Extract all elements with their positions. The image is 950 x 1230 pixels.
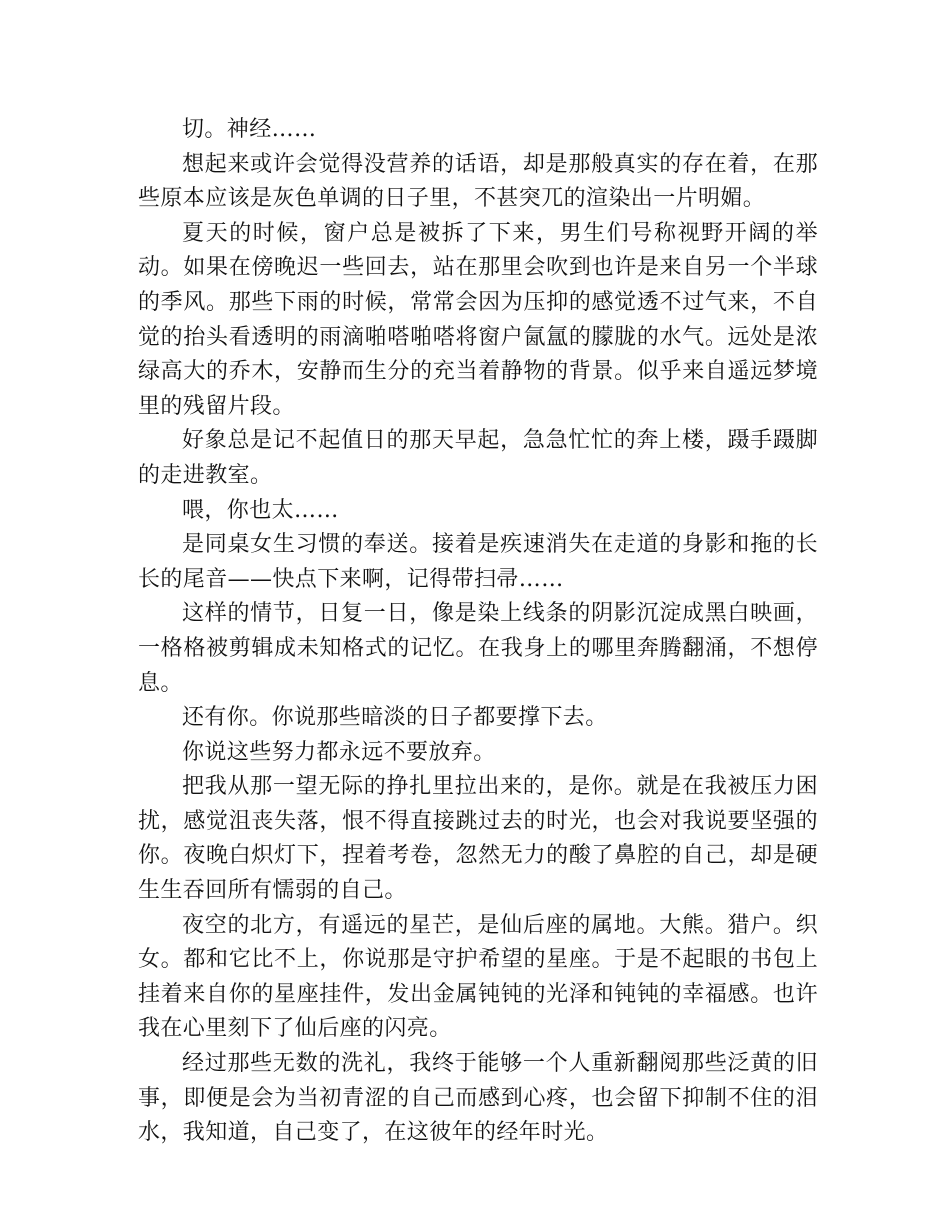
paragraph-1: 切。神经…… — [182, 117, 317, 142]
paragraph-3: 夏天的时候，窗户总是被拆了下来，男生们号称视野开阔的举动。如果在傍晚迟一些回去，站在那里会吹到也许是来自另一个半球的季风。那些下雨的时候，常常会因为压抑的感觉透不过气来，不自觉的抬头看透明的雨滴啪嗒啪嗒将窗户氤氲的朦胧的水气。远处是浓绿高大的乔木，安静而生分的充当着静物的背景。似乎来自遥远梦境里的残留片段。 — [138, 220, 818, 419]
paragraph-4: 好象总是记不起值日的那天早起，急急忙忙的奔上楼，蹑手蹑脚的走进教室。 — [138, 428, 818, 488]
paragraph-11: 夜空的北方，有遥远的星芒，是仙后座的属地。大熊。猎户。织女。都和它比不上，你说那是守护希望的星座。于是不起眼的书包上挂着来自你的星座挂件，发出金属钝钝的光泽和钝钝的幸福感。也许我在心里刻下了仙后座的闪亮。 — [138, 912, 818, 1042]
paragraph-12: 经过那些无数的洗礼，我终于能够一个人重新翻阅那些泛黄的旧事，即便是会为当初青涩的自己而感到心疼，也会留下抑制不住的泪水，我知道，自己变了，在这彼年的经年时光。 — [138, 1051, 818, 1146]
paragraph-10: 把我从那一望无际的挣扎里拉出来的，是你。就是在我被压力困扰，感觉沮丧失落，恨不得直接跳过去的时光，也会对我说要坚强的你。夜晚白炽灯下，捏着考卷，忽然无力的酸了鼻腔的自己，却是硬生生吞回所有懦弱的自己。 — [138, 774, 818, 904]
document-body — [138, 113, 818, 1151]
paragraph-8: 还有你。你说那些暗淡的日子都要撑下去。 — [182, 705, 608, 731]
paragraph-6: 是同桌女生习惯的奉送。接着是疾速消失在走道的身影和拖的长长的尾音——快点下来啊，记得带扫帚…… — [138, 532, 818, 592]
paragraph-7: 这样的情节，日复一日，像是染上线条的阴影沉淀成黑白映画，一格格被剪辑成未知格式的记忆。在我身上的哪里奔腾翻涌，不想停息。 — [138, 601, 818, 696]
paragraph-5: 喂，你也太…… — [182, 497, 339, 523]
paragraph-2: 想起来或许会觉得没营养的话语，却是那般真实的存在着，在那些原本应该是灰色单调的日子里，不甚突兀的渲染出一片明媚。 — [138, 151, 818, 212]
paragraph-9: 你说这些努力都永远不要放弃。 — [182, 739, 496, 765]
